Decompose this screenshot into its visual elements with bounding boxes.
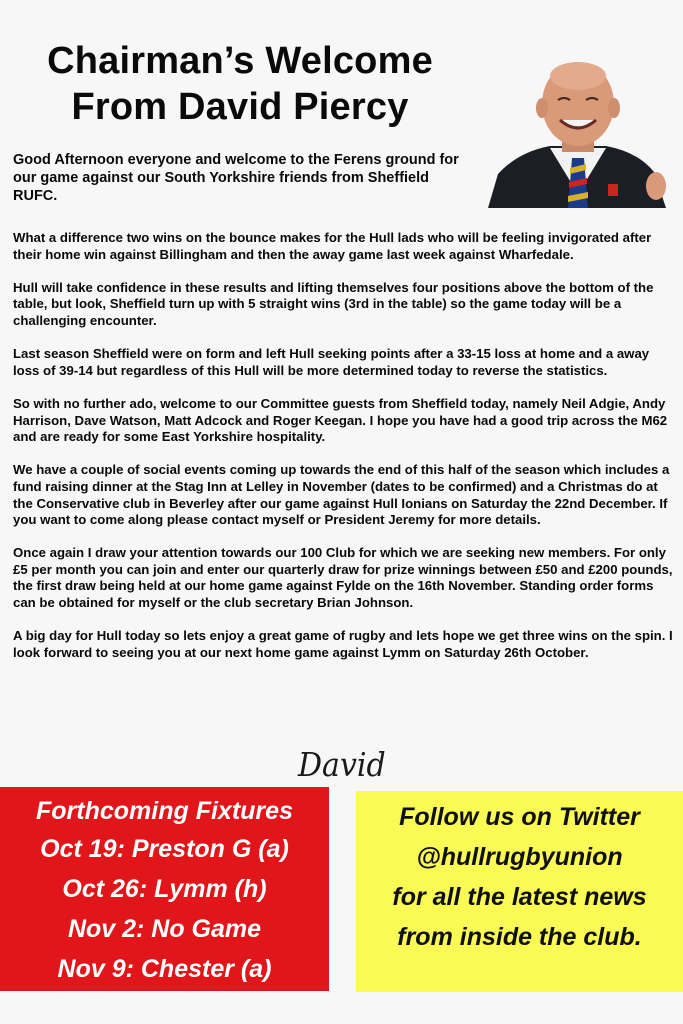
chairman-photo bbox=[488, 54, 666, 208]
twitter-line: for all the latest news bbox=[392, 883, 647, 911]
paragraph: We have a couple of social events coming up towards the end of this half of the season which includes a fund raising dinner at the Stag Inn at Lelley in November (dates to be confirmed) and a Christmas do at the Conservative club in Beverley after our game against Hull Ionians on Saturday the 22nd December. If you want to come along please contact myself or President Jeremy for more details. bbox=[13, 462, 670, 528]
title-line-1: Chairman’s Welcome bbox=[47, 40, 433, 82]
fixture-item: Nov 2: No Game bbox=[67, 915, 262, 943]
paragraph: Once again I draw your attention towards our 100 Club for which we are seeking new members. For only £5 per month you can join and enter our quarterly draw for prize winnings between £50 and £200 pounds, the first draw being held at our home game against Fylde on the 16th November. Standing order forms can be obtained for myself or the club secretary Brian Johnson. bbox=[13, 545, 673, 611]
fixtures-box bbox=[0, 787, 329, 991]
title-line-2: From David Piercy bbox=[71, 86, 409, 128]
fixture-item: Oct 26: Lymm (h) bbox=[62, 875, 267, 903]
twitter-box bbox=[356, 791, 683, 992]
fixture-item: Oct 19: Preston G (a) bbox=[40, 835, 289, 863]
fixture-item: Nov 9: Chester (a) bbox=[57, 955, 272, 983]
page-title bbox=[0, 38, 480, 130]
chairman-portrait-image bbox=[488, 54, 666, 208]
twitter-line: from inside the club. bbox=[397, 923, 642, 951]
paragraph: So with no further ado, welcome to our Committee guests from Sheffield today, namely Neil Adgie, Andy Harrison, Dave Watson, Matt Adcock and Roger Keegan. I hope you have had a good trip across the M62 and are ready for some East Yorkshire hospitality. bbox=[13, 395, 668, 445]
paragraph: A big day for Hull today so lets enjoy a great game of rugby and lets hope we get three wins on the spin. I look forward to seeing you at our next home game against Lymm on Saturday 26th October. bbox=[13, 628, 673, 660]
signature: David bbox=[298, 746, 386, 785]
paragraph: Last season Sheffield were on form and left Hull seeking points after a 33-15 loss at home and a away loss of 39-14 but regardless of this Hull will be more determined today to reverse the statistics. bbox=[13, 346, 650, 378]
fixtures-heading: Forthcoming Fixtures bbox=[36, 797, 293, 825]
welcome-body bbox=[13, 230, 673, 678]
twitter-handle: @hullrugbyunion bbox=[416, 843, 623, 871]
intro-text: Good Afternoon everyone and welcome to the Ferens ground for our game against our South Yorkshire friends from Sheffield RUFC. bbox=[13, 152, 459, 204]
paragraph: What a difference two wins on the bounce makes for the Hull lads who will be feeling invigorated after their home win against Billingham and then the away game last week against Wharfedale. bbox=[13, 230, 652, 262]
paragraph: Hull will take confidence in these results and lifting themselves four positions above the bottom of the table, but look, Sheffield turn up with 5 straight wins (3rd in the table) so the game today will be a challenging encounter. bbox=[13, 279, 654, 328]
twitter-line: Follow us on Twitter bbox=[399, 803, 640, 831]
